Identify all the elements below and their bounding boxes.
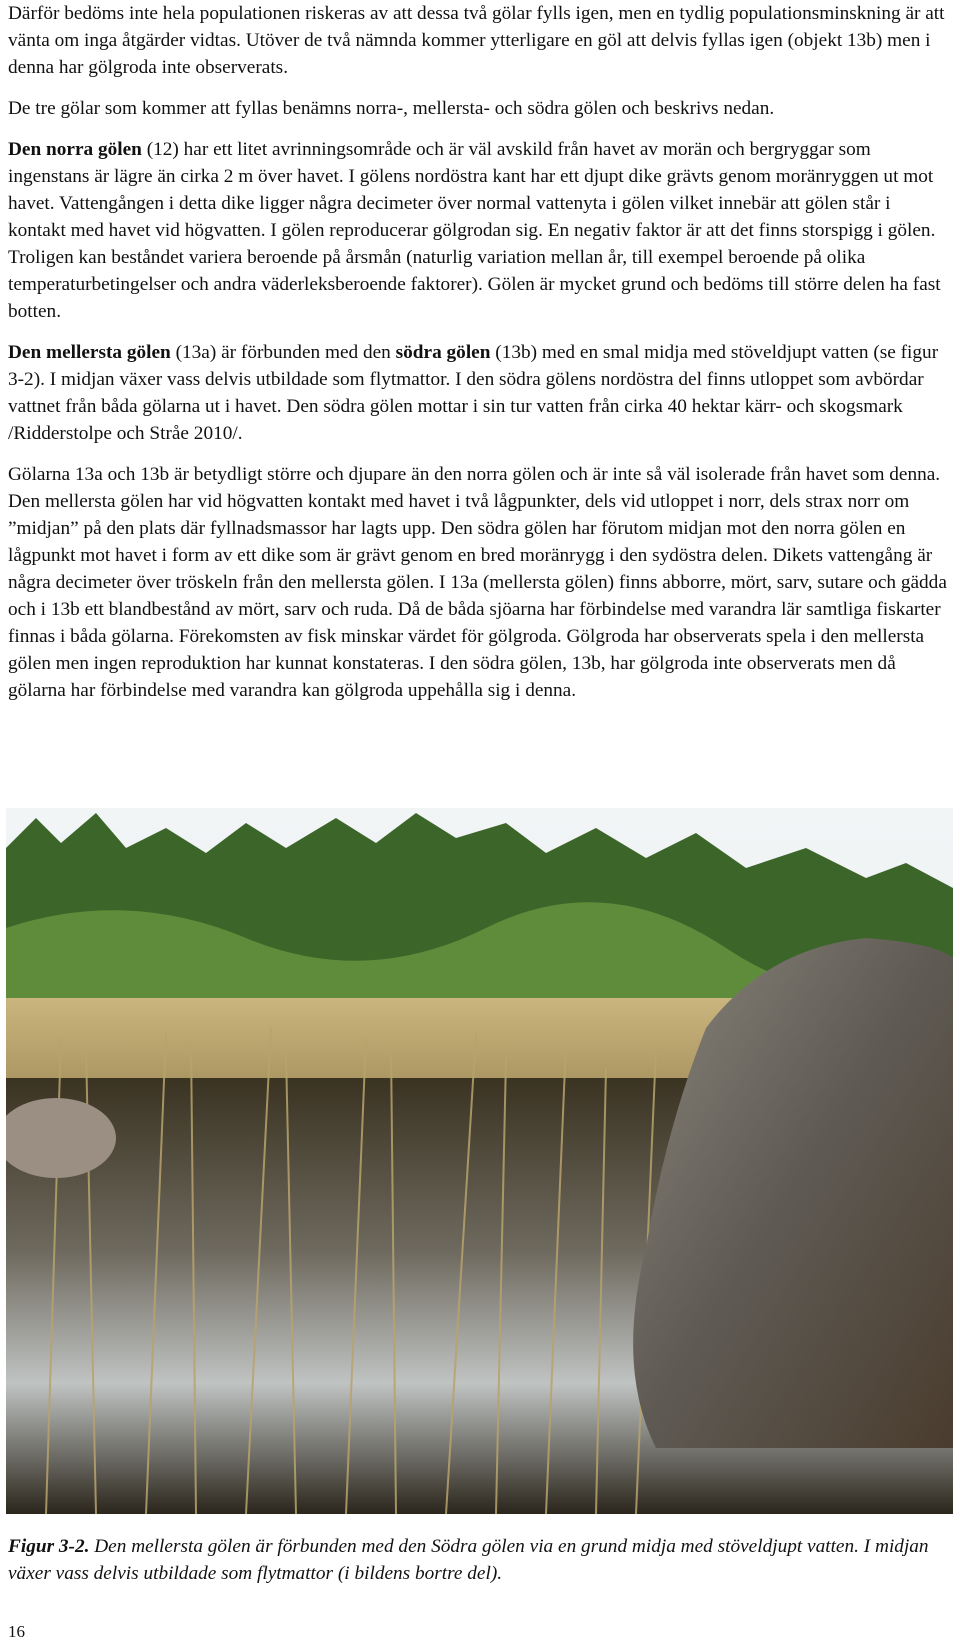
- figure-label: Figur 3-2.: [8, 1536, 90, 1557]
- reed-bed: [6, 998, 766, 1088]
- north-pond-heading: Den norra gölen: [8, 139, 142, 160]
- south-pond-heading: södra gölen: [395, 342, 491, 363]
- middle-pond-heading: Den mellersta gölen: [8, 342, 171, 363]
- figure-caption: [8, 1533, 952, 1587]
- paragraph-ponds-13a-13b: Gölarna 13a och 13b är betydligt större och djupare än den norra gölen och är inte så väl isolerade från havet som denna. Den mellersta gölen har vid högvatten kontakt med havet i två lågpunkter, dels vid utloppet i norr, dels strax norr om ”midjan” på den plats där fyllnadsmassor har lagts upp. Den södra gölen har förutom midjan mot den norra gölen en lågpunkt mot havet i form av ett dike som är grävt genom en bred moränrygg i den sydöstra delen. Dikets vattengång är några decimeter över tröskeln från den mellersta gölen. I 13a (mellersta gölen) finns abborre, mört, sarv, sutare och gädda och i 13b ett blandbestånd av mört, sarv och ruda. Då de båda sjöarna har förbindelse med varandra lär samtliga fiskarter finnas i båda gölarna. Förekomsten av fisk minskar värdet för gölgroda. Gölgroda har observerats spela i den mellersta gölen men ingen reproduktion har kunnat konstateras. I den södra gölen, 13b, har gölgroda inte observerats men då gölarna har förbindelse med varandra kan gölgroda uppehålla sig i denna.: [8, 464, 947, 701]
- body-text: [8, 0, 952, 718]
- paragraph-three-ponds: De tre gölar som kommer att fyllas benämns norra-, mellersta- och södra gölen och beskrivs nedan.: [8, 98, 775, 119]
- middle-pond-text-2: (13b) med en smal midja med stöveldjupt vatten (se figur 3-2). I midjan växer vass delvis utbildade som flytmattor. I den södra gölens nordöstra del finns utloppet som avbördar vattnet från båda gölarna ut i havet. Den södra gölen mottar i sin tur vatten från cirka 40 hektar kärr- och skogsmark /Ridderstolpe och Stråe 2010/.: [8, 342, 939, 444]
- north-pond-text: (12) har ett litet avrinningsområde och är väl avskild från havet av morän och bergryggar som ingenstans är lägre än cirka 2 m över havet. I gölens nordöstra kant har ett djupt dike grävts genom moränryggen ut mot havet. Vattengången i detta dike ligger några decimeter över normal vattenyta i gölen vilket innebär att gölen står i kontakt med havet vid högvatten. I gölen reproducerar gölgrodan sig. En negativ faktor är att det finns storspigg i gölen. Troligen kan beståndet variera beroende på årsmån (naturlig variation mellan år, till exempel beroende på olika temperaturbetingelser och andra väderleksberoende faktorer). Gölen är mycket grund och bedöms till större delen ha fast botten.: [8, 139, 941, 322]
- paragraph-intro: Därför bedöms inte hela populationen riskeras av att dessa två gölar fylls igen, men en tydlig populationsminskning är att vänta om inga åtgärder vidtas. Utöver de två nämnda kommer ytterligare en göl att delvis fyllas igen (objekt 13b) men i denna har gölgroda inte observerats.: [8, 3, 945, 78]
- middle-pond-text-1: (13a) är förbunden med den: [170, 342, 396, 363]
- figure-photo: [6, 808, 953, 1514]
- paragraph-middle-pond: [8, 339, 952, 447]
- page-number: 16: [8, 1622, 25, 1641]
- figure-caption-text: Den mellersta gölen är förbunden med den Södra gölen via en grund midja med stöveldjupt vatten. I midjan växer vass delvis utbildade som flytmattor (i bildens bortre del).: [8, 1536, 929, 1584]
- paragraph-north-pond: [8, 136, 952, 325]
- pond-photo-illustration: [6, 808, 953, 1514]
